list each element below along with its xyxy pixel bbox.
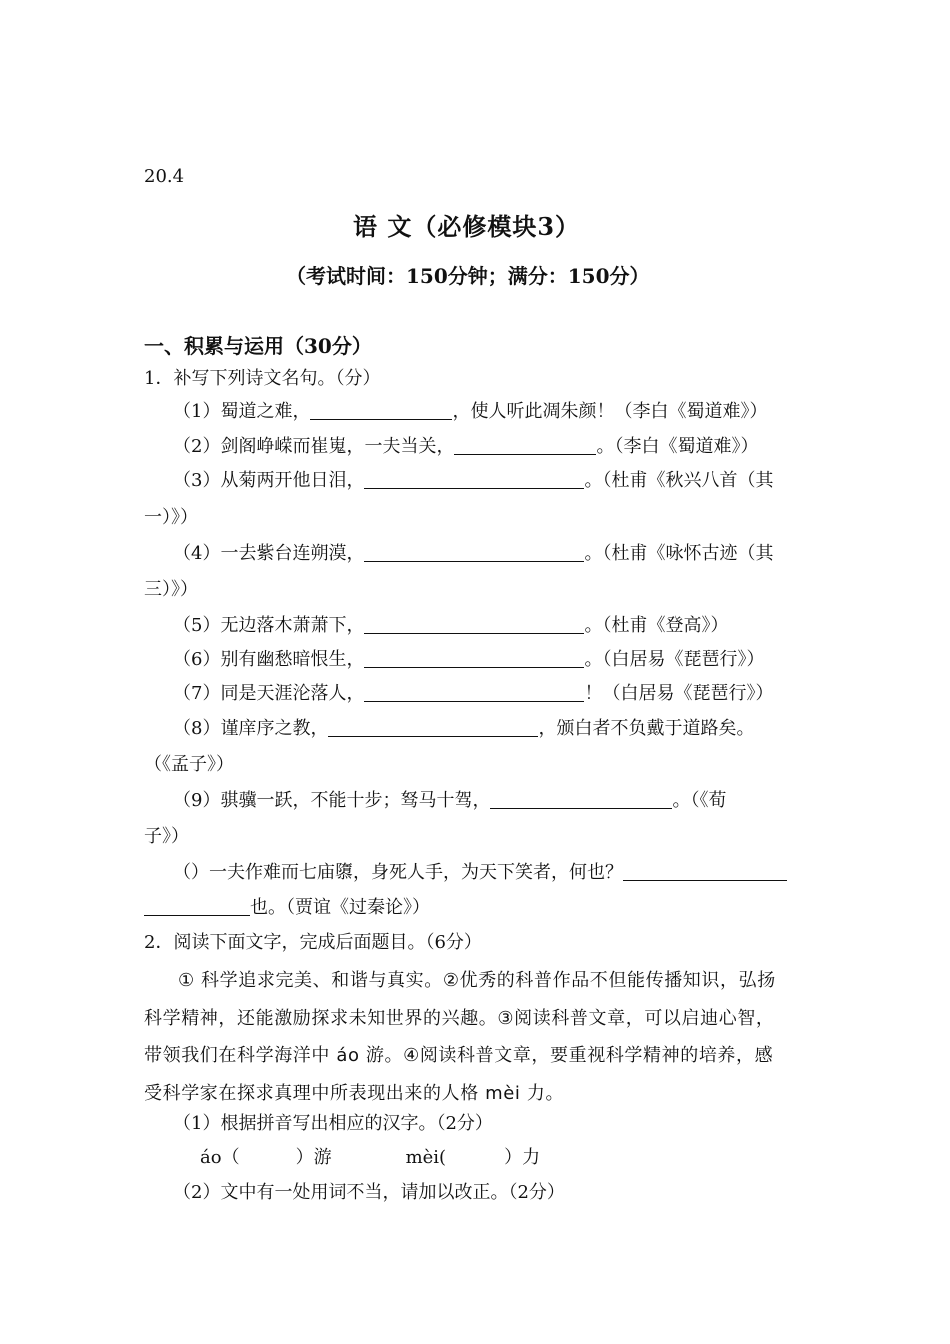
passage-line-1: ① 科学追求完美、和谐与真实。②优秀的科普作品不但能传播知识，弘扬 bbox=[178, 970, 776, 991]
item-prefix: （6）别有幽愁暗恨生， bbox=[173, 649, 365, 670]
recite-item-5 bbox=[173, 615, 728, 637]
answer-blank[interactable] bbox=[144, 897, 250, 916]
sub-question-2: （2）文中有一处用词不当，请加以改正。（2分） bbox=[173, 1182, 565, 1203]
item-prefix: （8）谨庠序之教， bbox=[173, 718, 329, 739]
item-suffix: 。（李白《蜀道难》） bbox=[596, 436, 759, 457]
passage-line-2: 科学精神，还能激励探求未知世界的兴趣。③阅读科普文章，可以启迪心智， bbox=[144, 1008, 775, 1029]
recite-item-2 bbox=[173, 436, 758, 458]
answer-blank[interactable] bbox=[490, 790, 672, 809]
item-suffix: ，使人听此凋朱颜！（李白《蜀道难》） bbox=[452, 401, 768, 422]
item-prefix: （1）蜀道之难， bbox=[173, 401, 311, 422]
item-suffix: 。（杜甫《秋兴八首（其 bbox=[584, 470, 774, 491]
pinyin-mei-close: ）力 bbox=[504, 1147, 541, 1168]
item-prefix: （）一夫作难而七庙隳，身死人手，为天下笑者，何也？ bbox=[173, 862, 623, 883]
answer-blank[interactable] bbox=[364, 470, 584, 489]
passage-line-4: 受科学家在探求真理中所表现出来的人格 mèi 力。 bbox=[144, 1083, 565, 1104]
recite-item-7 bbox=[173, 683, 773, 705]
question-1-stem: 1．补写下列诗文名句。（分） bbox=[144, 368, 381, 389]
recite-item-9 bbox=[173, 790, 726, 812]
recite-item-6 bbox=[173, 649, 764, 671]
passage-line-3: 带领我们在科学海洋中 áo 游。④阅读科普文章，要重视科学精神的培养，感 bbox=[144, 1045, 774, 1066]
pinyin-ao-open: áo（ bbox=[200, 1147, 240, 1168]
item-suffix: ，颁白者不负戴于道路矣。 bbox=[538, 718, 755, 739]
item-suffix: 。（杜甫《登高》） bbox=[584, 615, 729, 636]
item-prefix: （3）从菊两开他日泪， bbox=[173, 470, 365, 491]
item-continuation: 一）》） bbox=[144, 507, 198, 528]
sub-question-1: （1）根据拼音写出相应的汉字。（2分） bbox=[173, 1113, 493, 1134]
page-code: 20.4 bbox=[144, 166, 185, 187]
recite-item-10 bbox=[173, 862, 787, 884]
item-suffix: 。（《荀 bbox=[672, 790, 727, 811]
item-prefix: （4）一去紫台连朔漠， bbox=[173, 543, 365, 564]
section-heading: 一、积累与运用（30分） bbox=[144, 334, 372, 358]
answer-blank[interactable] bbox=[364, 683, 584, 702]
answer-blank[interactable] bbox=[364, 543, 584, 562]
answer-blank[interactable] bbox=[364, 649, 584, 668]
recite-item-8 bbox=[173, 718, 754, 740]
answer-blank[interactable] bbox=[310, 401, 452, 420]
item-continuation-line bbox=[144, 897, 430, 919]
answer-blank[interactable] bbox=[364, 615, 584, 634]
page-title: 语 文（必修模块3） bbox=[353, 212, 581, 241]
item-prefix: （7）同是天涯沦落人， bbox=[173, 683, 365, 704]
item-prefix: （2）剑阁峥嵘而崔嵬，一夫当关， bbox=[173, 436, 455, 457]
item-suffix: 。（杜甫《咏怀古迹（其 bbox=[584, 543, 774, 564]
item-continuation: 也。（贾谊《过秦论》） bbox=[250, 897, 430, 918]
pinyin-answer-row bbox=[200, 1147, 540, 1169]
item-continuation: 子》） bbox=[144, 826, 189, 847]
exam-subtitle: （考试时间：150分钟；满分：150分） bbox=[286, 264, 650, 288]
recite-item-1 bbox=[173, 401, 767, 423]
pinyin-mei-open: mèi( bbox=[405, 1147, 447, 1168]
answer-blank[interactable] bbox=[623, 862, 787, 881]
item-prefix: （5）无边落木萧萧下， bbox=[173, 615, 365, 636]
item-suffix: ！（白居易《琵琶行》） bbox=[584, 683, 774, 704]
item-continuation: （《孟子》） bbox=[144, 754, 234, 775]
answer-blank[interactable] bbox=[454, 436, 596, 455]
item-suffix: 。（白居易《琵琶行》） bbox=[584, 649, 765, 670]
question-2-stem: 2．阅读下面文字，完成后面题目。（6分） bbox=[144, 932, 482, 953]
recite-item-3 bbox=[173, 470, 773, 492]
item-continuation: 三）》） bbox=[144, 579, 198, 600]
pinyin-ao-close: ）游 bbox=[295, 1147, 332, 1168]
item-prefix: （9）骐骥一跃，不能十步；驽马十驾， bbox=[173, 790, 491, 811]
answer-blank[interactable] bbox=[328, 718, 538, 737]
recite-item-4 bbox=[173, 543, 773, 565]
